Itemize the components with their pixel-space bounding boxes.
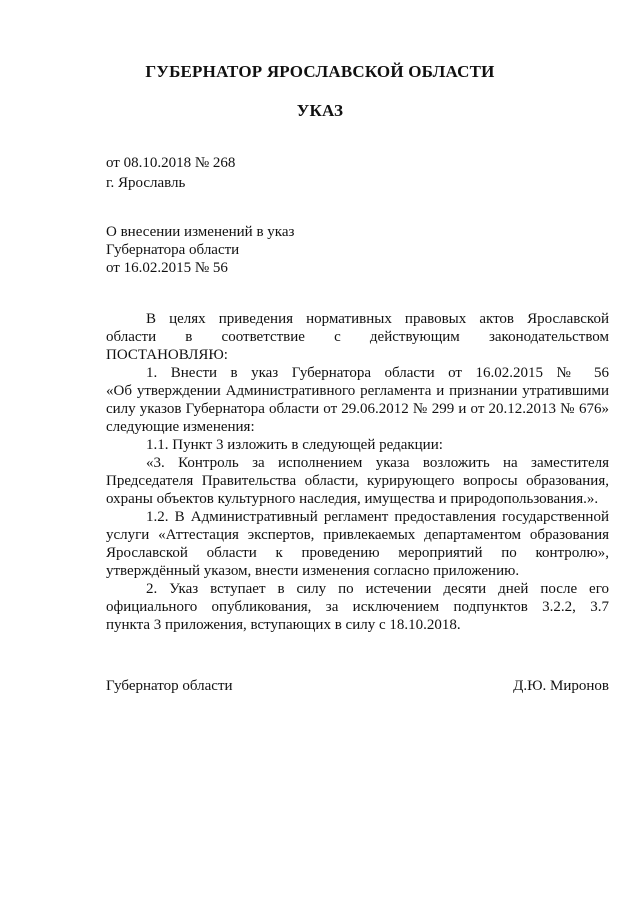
- subject-line-3: от 16.02.2015 № 56: [106, 260, 228, 276]
- body-line: 1.2. В Административный регламент предоставления государственной: [146, 509, 609, 525]
- body-line: официального опубликования, за исключением подпунктов 3.2.2, 3.7: [106, 599, 609, 615]
- issuer-title: ГУБЕРНАТОР ЯРОСЛАВСКОЙ ОБЛАСТИ: [145, 62, 495, 81]
- subject-line-1: О внесении изменений в указ: [106, 224, 295, 240]
- body-line: Председателя Правительства области, курирующего вопросы образования,: [106, 473, 609, 489]
- body-line: пункта 3 приложения, вступающих в силу с 18.10.2018.: [106, 617, 461, 633]
- body-line: охраны объектов культурного наследия, имущества и природопользования.».: [106, 491, 599, 507]
- body-line: 2. Указ вступает в силу по истечении десяти дней после его: [146, 581, 609, 597]
- body-line: Ярославской области к проведению мероприятий по контролю»,: [106, 545, 609, 561]
- body-line: утверждённый указом, внести изменения согласно приложению.: [106, 563, 520, 579]
- body-line: В целях приведения нормативных правовых актов Ярославской: [146, 311, 609, 327]
- subject-line-2: Губернатора области: [106, 242, 240, 258]
- body-line: услуги «Аттестация экспертов, привлекаемых департаментом образования: [106, 527, 609, 543]
- signatory-name: Д.Ю. Миронов: [513, 678, 609, 694]
- document-city: г. Ярославль: [106, 175, 186, 191]
- body-line: «Об утверждении Административного регламента и признании утратившими: [106, 383, 609, 399]
- body-line: 1.1. Пункт 3 изложить в следующей редакции:: [146, 437, 443, 453]
- document-body: [106, 310, 609, 634]
- body-line: следующие изменения:: [106, 419, 255, 435]
- body-line: ПОСТАНОВЛЯЮ:: [106, 347, 228, 363]
- body-line: силу указов Губернатора области от 29.06.2012 № 299 и от 20.12.2013 № 676»: [106, 401, 609, 417]
- signatory-title: Губернатор области: [106, 678, 233, 694]
- body-line: 1. Внести в указ Губернатора области от 16.02.2015 № 56: [146, 365, 609, 381]
- body-line: области в соответствие с действующим законодательством: [106, 329, 609, 345]
- document-type: УКАЗ: [296, 101, 344, 120]
- document-date-number: от 08.10.2018 № 268: [106, 155, 236, 171]
- body-line: «3. Контроль за исполнением указа возложить на заместителя: [146, 455, 609, 471]
